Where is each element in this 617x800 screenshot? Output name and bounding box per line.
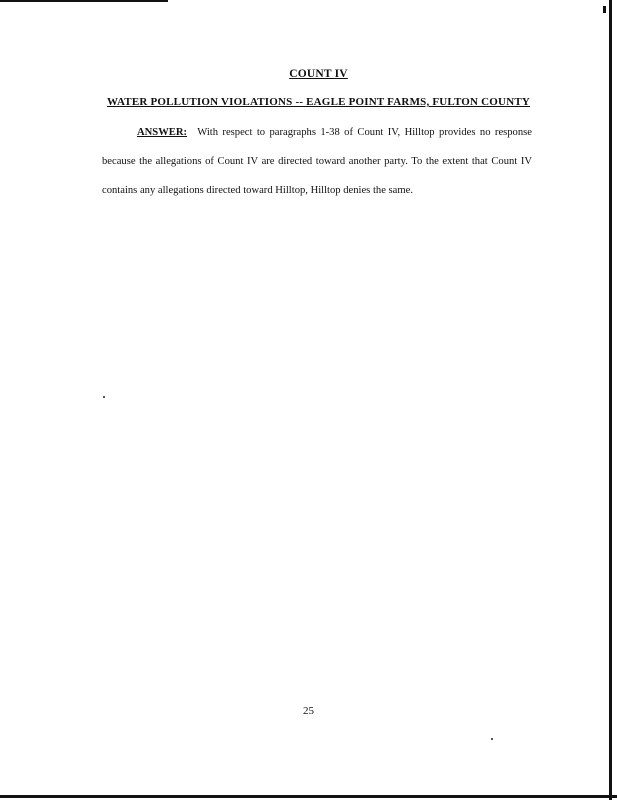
- bottom-scan-edge: [0, 795, 617, 798]
- page-number: 25: [303, 705, 314, 717]
- scan-speck: [103, 396, 105, 398]
- answer-text: With respect to paragraphs 1-38 of Count IV, Hilltop provides no response because the allegations of Count IV are directed toward another party. To the extent that Count IV contains any allegations directed toward Hilltop, Hilltop denies the same.: [102, 127, 532, 196]
- right-scan-edge: [609, 0, 612, 800]
- count-title: COUNT IV: [289, 68, 348, 80]
- top-scan-rule: [0, 0, 168, 2]
- answer-label: ANSWER:: [137, 127, 188, 138]
- scan-speck: [491, 738, 493, 740]
- count-subtitle: WATER POLLUTION VIOLATIONS -- EAGLE POINT FARMS, FULTON COUNTY: [106, 96, 531, 108]
- corner-scan-mark: [603, 6, 606, 13]
- answer-paragraph: [102, 118, 532, 205]
